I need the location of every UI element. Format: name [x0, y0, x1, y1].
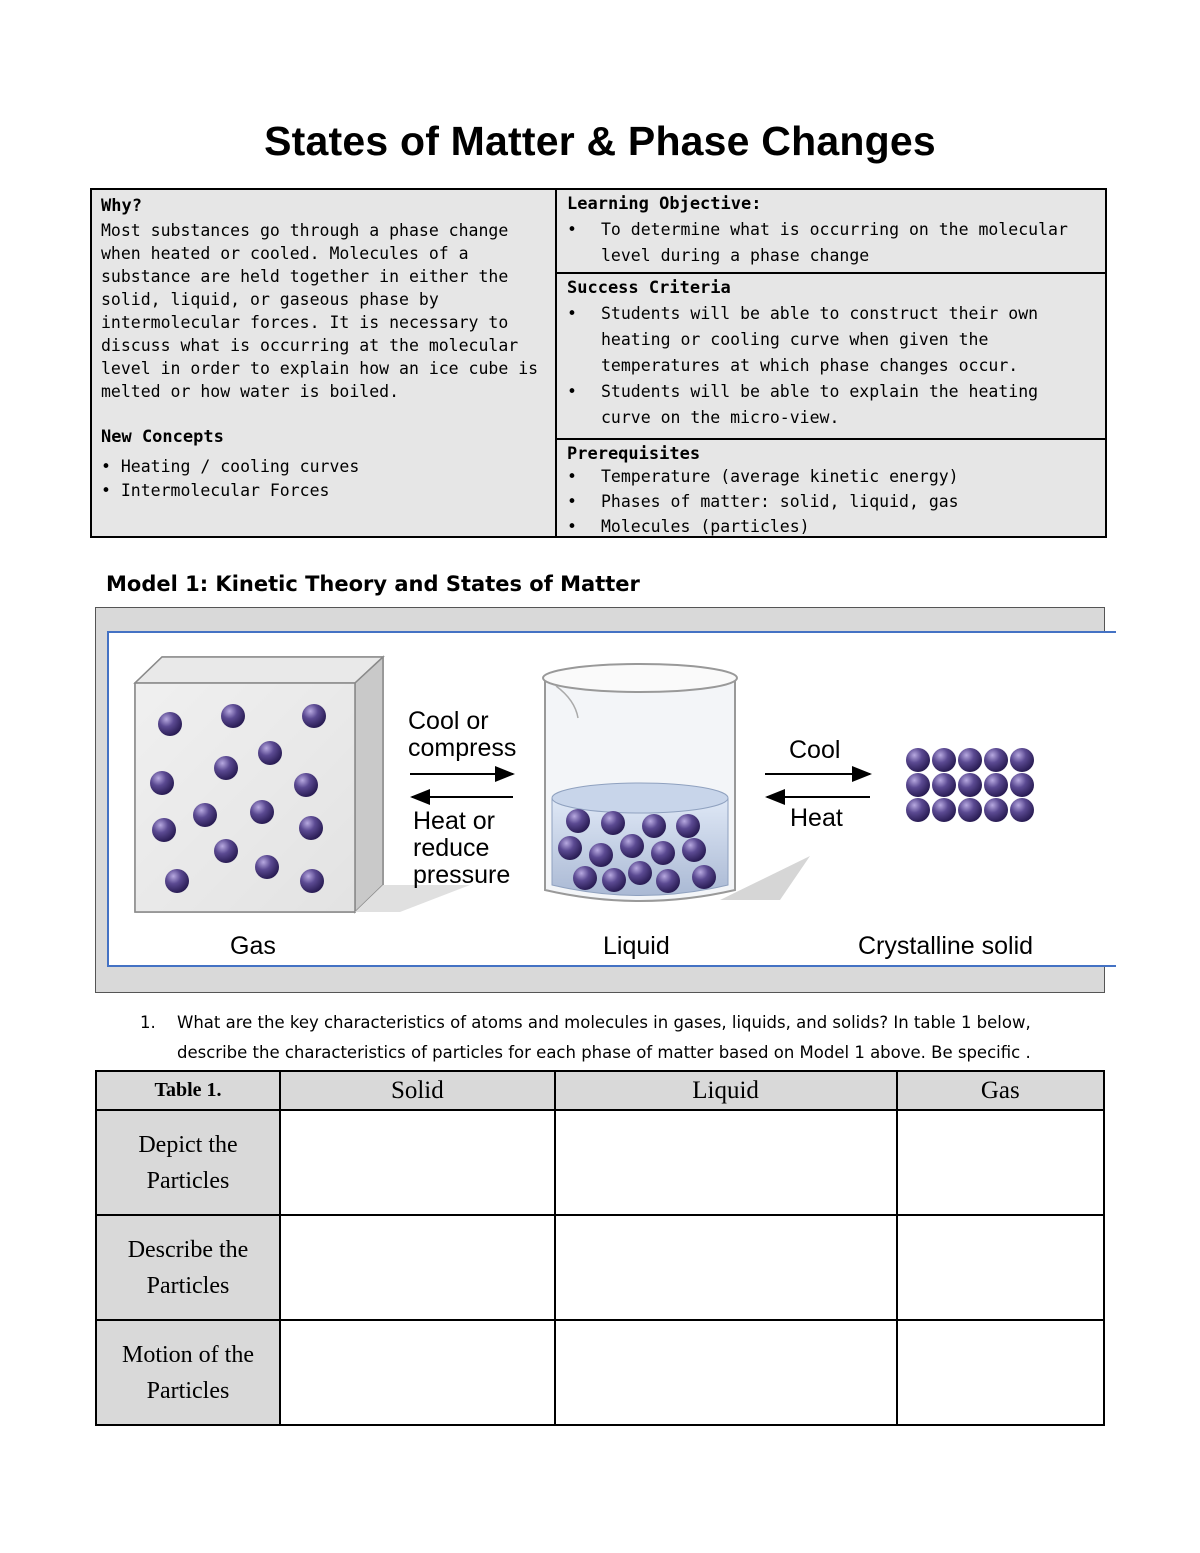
solid-particle	[984, 798, 1008, 822]
question-text: What are the key characteristics of atoms and molecules in gases, liquids, and solids? In table 1 below, describe the characteristics of particles for each phase of matter based on Model 1 above. Be specific .	[177, 1013, 1031, 1062]
solid-particle	[906, 773, 930, 797]
gas-particle	[193, 803, 217, 827]
gas-particle	[294, 773, 318, 797]
liquid-particle	[651, 841, 675, 865]
beaker	[543, 664, 810, 901]
solid-particle	[984, 748, 1008, 772]
answer-cell[interactable]	[897, 1110, 1104, 1215]
gas-particle	[214, 756, 238, 780]
answer-cell[interactable]	[555, 1320, 897, 1425]
gas-particle	[299, 816, 323, 840]
prerequisites-heading: Prerequisites	[567, 444, 701, 464]
solid-particle	[932, 748, 956, 772]
liquid-particle	[682, 838, 706, 862]
liquid-particle	[602, 868, 626, 892]
solid-particle	[1010, 773, 1034, 797]
liquid-particle	[628, 861, 652, 885]
gas-particle	[221, 704, 245, 728]
solid-particle	[1010, 748, 1034, 772]
list-item: • Molecules (particles)	[567, 514, 1097, 539]
list-item: • Intermolecular Forces	[101, 481, 330, 500]
gas-particle	[152, 818, 176, 842]
answer-cell[interactable]	[280, 1320, 555, 1425]
liquid-label: Liquid	[603, 932, 670, 960]
success-criteria-heading: Success Criteria	[567, 278, 731, 298]
cool-compress-line2: compress	[408, 734, 517, 762]
table-caption: Table 1.	[96, 1071, 280, 1110]
why-heading: Why?	[101, 196, 142, 216]
solid-particle	[932, 773, 956, 797]
solid-particle	[958, 748, 982, 772]
liquid-particle	[656, 869, 680, 893]
heat-reduce-line1: Heat or	[413, 807, 495, 835]
learning-objective-heading: Learning Objective:	[567, 194, 762, 214]
liquid-particle	[573, 866, 597, 890]
solid-particle	[958, 798, 982, 822]
gas-particle	[255, 855, 279, 879]
heat-reduce-line2: reduce	[413, 834, 490, 862]
row-header-describe	[96, 1215, 280, 1320]
solid-particle	[932, 798, 956, 822]
answer-cell[interactable]	[897, 1320, 1104, 1425]
cool-compress-label	[408, 708, 516, 762]
answer-cell[interactable]	[555, 1110, 897, 1215]
list-item: • Temperature (average kinetic energy)	[567, 464, 1097, 489]
heat-reduce-label	[413, 808, 510, 889]
model-title: Model 1: Kinetic Theory and States of Matter	[106, 572, 640, 596]
row-header-line: Motion of the	[122, 1341, 254, 1368]
list-item: • To determine what is occurring on the molecular level during a phase change	[567, 217, 1097, 269]
liquid-particle	[601, 811, 625, 835]
liquid-particle	[589, 843, 613, 867]
gas-particle	[258, 741, 282, 765]
answer-cell[interactable]	[555, 1215, 897, 1320]
table-header-row	[96, 1071, 1104, 1110]
column-header-gas: Gas	[897, 1071, 1104, 1110]
answer-cell[interactable]	[280, 1215, 555, 1320]
liquid-particle	[676, 814, 700, 838]
page-title: States of Matter & Phase Changes	[264, 118, 936, 164]
list-item: • Students will be able to construct their own heating or cooling curve when given the temperatures at which phase changes occur.	[567, 301, 1097, 379]
gas-particle	[300, 869, 324, 893]
cool-label: Cool	[789, 736, 841, 764]
answer-cell[interactable]	[897, 1215, 1104, 1320]
gas-label: Gas	[230, 932, 276, 960]
solid-particles	[906, 748, 1034, 822]
list-item: • Heating / cooling curves	[101, 457, 360, 476]
gas-particle	[150, 771, 174, 795]
question-number: 1.	[140, 1013, 156, 1032]
gas-particle	[214, 839, 238, 863]
column-header-liquid: Liquid	[555, 1071, 897, 1110]
solid-particle	[906, 748, 930, 772]
new-concepts-heading: New Concepts	[101, 427, 224, 447]
heat-reduce-line3: pressure	[413, 861, 511, 889]
table-1	[95, 1070, 1105, 1426]
row-header-line: Particles	[146, 1272, 230, 1299]
solid-particle	[958, 773, 982, 797]
gas-particle	[158, 712, 182, 736]
row-header-line: Depict the	[138, 1131, 238, 1158]
crystalline-solid-label: Crystalline solid	[858, 932, 1034, 960]
solid-particle	[984, 773, 1008, 797]
gas-particle	[165, 869, 189, 893]
liquid-particle	[620, 834, 644, 858]
list-item: • Phases of matter: solid, liquid, gas	[567, 489, 1097, 514]
gas-particle	[302, 704, 326, 728]
row-header-motion	[96, 1320, 280, 1425]
gas-particle	[250, 800, 274, 824]
list-item: • Students will be able to explain the heating curve on the micro-view.	[567, 379, 1097, 431]
liquid-particle	[692, 865, 716, 889]
liquid-particle	[558, 836, 582, 860]
solid-particle	[1010, 798, 1034, 822]
question-1	[140, 1008, 1100, 1068]
answer-cell[interactable]	[280, 1110, 555, 1215]
row-header-line: Particles	[146, 1377, 230, 1404]
heat-label: Heat	[790, 804, 843, 832]
why-text: Most substances go through a phase change when heated or cooled. Molecules of a substance are held together in either the solid, liquid, or gaseous phase by intermolecular forces. It is necessary to discuss what is occurring at the molecular level in order to explain how an ice cube is melted or how water is boiled.	[101, 221, 539, 401]
liquid-particle	[566, 809, 590, 833]
column-header-solid: Solid	[280, 1071, 555, 1110]
table-row	[96, 1110, 1104, 1215]
cool-compress-line1: Cool or	[408, 707, 489, 735]
row-header-line: Describe the	[127, 1236, 249, 1263]
row-header-line: Particles	[146, 1167, 230, 1194]
table-row	[96, 1215, 1104, 1320]
table-row	[96, 1320, 1104, 1425]
solid-particle	[906, 798, 930, 822]
liquid-particle	[642, 814, 666, 838]
row-header-depict	[96, 1110, 280, 1215]
